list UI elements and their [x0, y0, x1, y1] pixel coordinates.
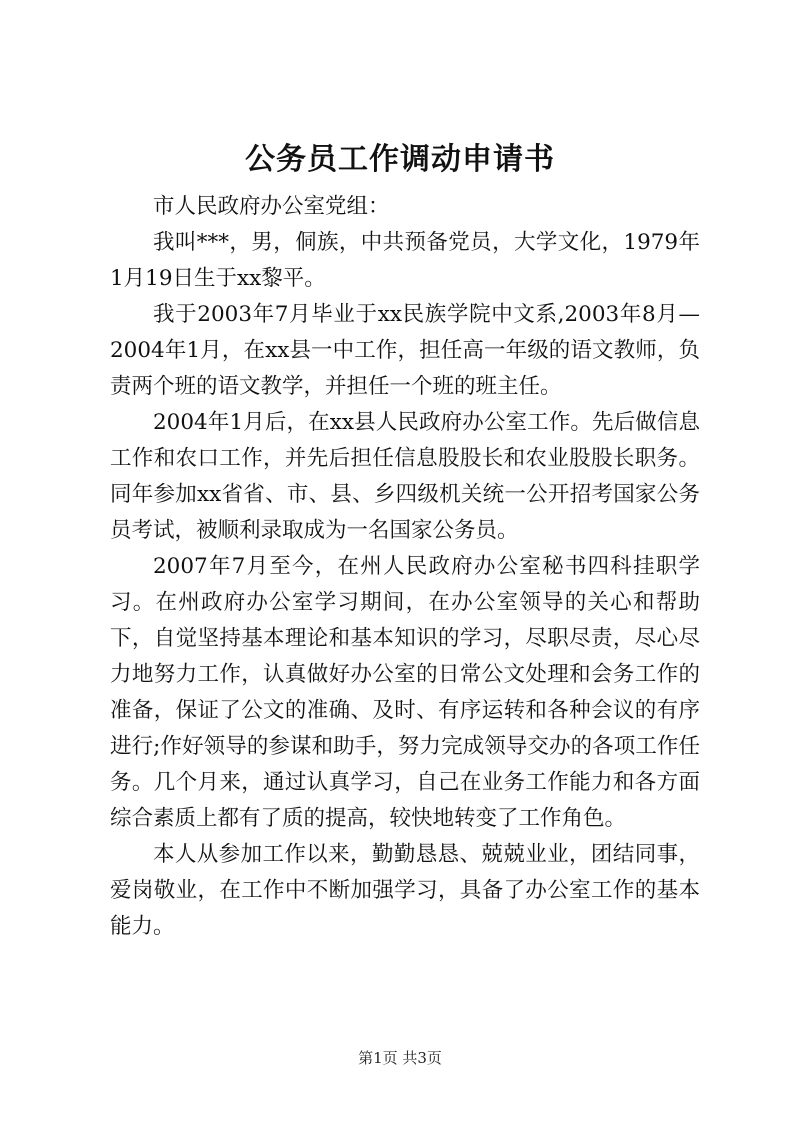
document-title: 公务员工作调动申请书	[245, 142, 555, 177]
salutation: 市人民政府办公室党组：	[153, 194, 390, 219]
paragraph-county-office: 2004年1月后，在xx县人民政府办公室工作。先后做信息工作和农口工作，并先后担任信息股股长和农业股股长职务。同年参加xx省省、市、县、乡四级机关统一公开招考国家公务员考试，被顺利录取成为一名国家公务员。	[110, 410, 700, 543]
paragraph-summary: 本人从参加工作以来，勤勤恳恳、兢兢业业，团结同事，爱岗敬业，在工作中不断加强学习，具备了办公室工作的基本能力。	[110, 842, 700, 939]
page-footer: 第1页 共3页	[358, 1049, 442, 1067]
document-body	[110, 189, 700, 945]
paragraph-intro: 我叫***，男，侗族，中共预备党员，大学文化，1979年1月19日生于xx黎平。	[110, 230, 700, 291]
paragraph-education: 我于2003年7月毕业于xx民族学院中文系,2003年8月—2004年1月，在xx县一中工作，担任高一年级的语文教师，负责两个班的语文教学，并担任一个班的班主任。	[110, 302, 700, 399]
paragraph-state-office: 2007年7月至今，在州人民政府办公室秘书四科挂职学习。在州政府办公室学习期间，在办公室领导的关心和帮助下，自觉坚持基本理论和基本知识的学习，尽职尽责，尽心尽力地努力工作，认真做好办公室的日常公文处理和会务工作的准备，保证了公文的准确、及时、有序运转和各种会议的有序进行;作好领导的参谋和助手，努力完成领导交办的各项工作任务。几个月来，通过认真学习，自己在业务工作能力和各方面综合素质上都有了质的提高，较快地转变了工作角色。	[110, 554, 700, 831]
